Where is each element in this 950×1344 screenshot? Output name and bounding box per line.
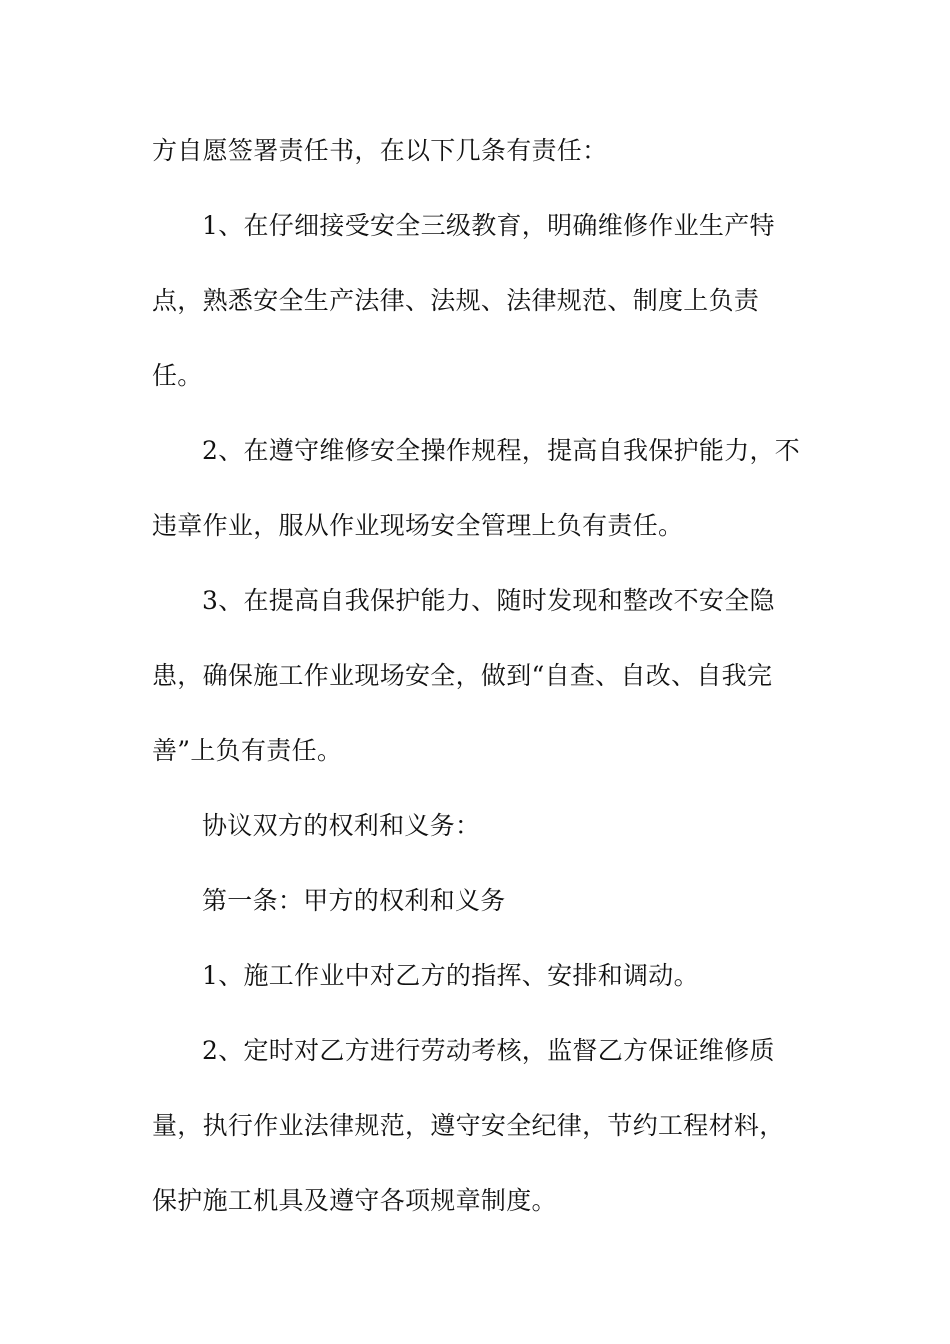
text-line: 点，熟悉安全生产法律、法规、法律规范、制度上负责 (152, 286, 760, 315)
text-line: 量，执行作业法律规范，遵守安全纪律，节约工程材料， (152, 1111, 785, 1140)
text-line: 患，确保施工作业现场安全，做到“自查、自改、自我完 (152, 661, 773, 690)
text-line: 1、在仔细接受安全三级教育，明确维修作业生产特 (202, 211, 775, 240)
text-line: 方自愿签署责任书，在以下几条有责任： (152, 136, 608, 165)
text-line: 2、定时对乙方进行劳动考核，监督乙方保证维修质 (202, 1036, 775, 1065)
text-line: 任。 (152, 361, 203, 390)
text-line: 1、施工作业中对乙方的指挥、安排和调动。 (202, 961, 699, 990)
text-line: 善”上负有责任。 (152, 736, 343, 765)
text-line: 违章作业，服从作业现场安全管理上负有责任。 (152, 511, 684, 540)
article-heading: 第一条：甲方的权利和义务 (202, 886, 506, 915)
section-heading: 协议双方的权利和义务： (202, 811, 481, 840)
text-line: 3、在提高自我保护能力、随时发现和整改不安全隐 (202, 586, 775, 615)
text-line: 保护施工机具及遵守各项规章制度。 (152, 1186, 557, 1215)
text-line: 2、在遵守维修安全操作规程，提高自我保护能力，不 (202, 436, 801, 465)
